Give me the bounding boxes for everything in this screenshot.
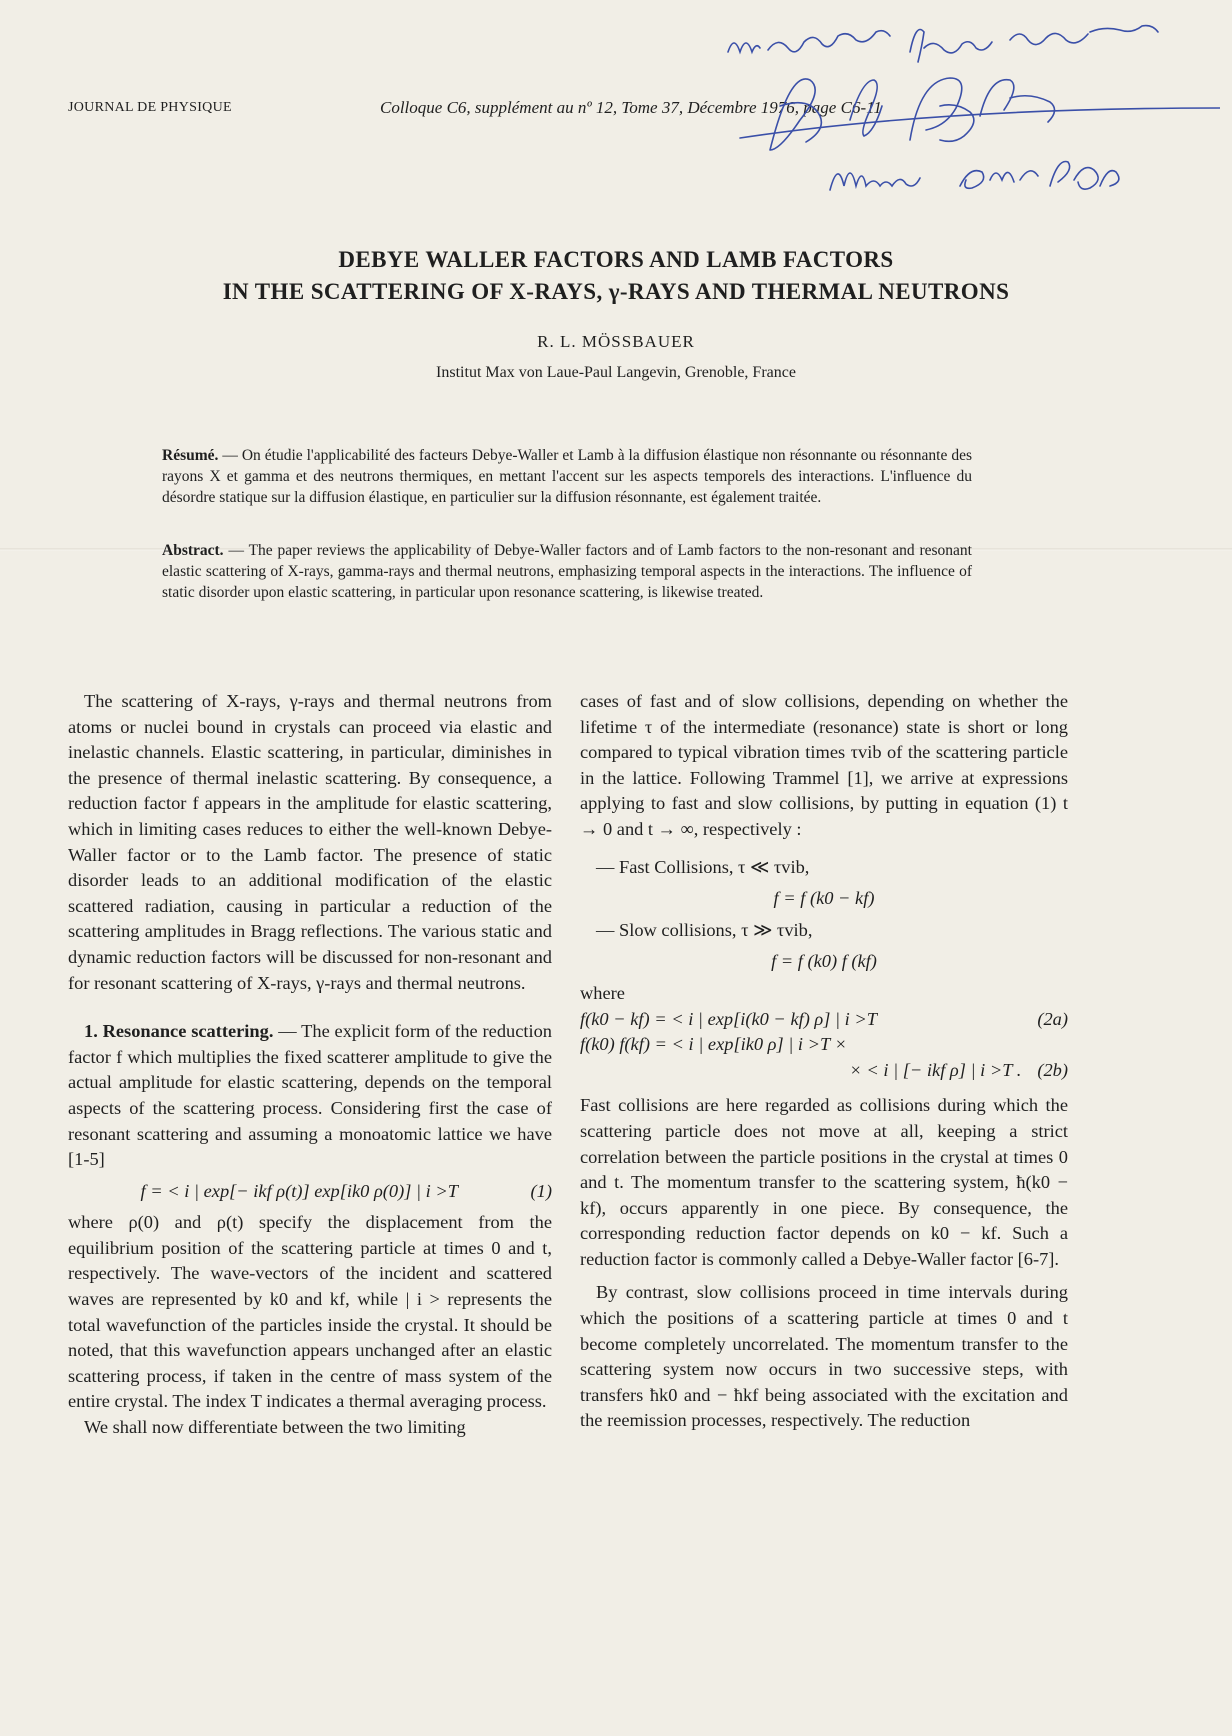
author-name: R. L. MÖSSBAUER bbox=[537, 332, 695, 351]
paper-title-line-1: DEBYE WALLER FACTORS AND LAMB FACTORS bbox=[338, 247, 894, 272]
equation-2b-body: × < i | [− ikf ρ] | i >T . bbox=[849, 1059, 1022, 1080]
equation-2b-line-1: f(k0) f(kf) = < i | exp[ik0 ρ] | i >T × bbox=[580, 1034, 847, 1055]
intro-paragraph: The scattering of X-rays, γ-rays and thermal neutrons from atoms or nuclei bound in crystals can proceed via elastic and inelastic channels. Elastic scattering, in particular, diminishes in the presence of thermal inelastic scattering. By consequence, a reduction factor f appears in the amplitude for elastic scattering, which in limiting cases reduces to either the well-known Debye-Waller factor or to the Lamb factor. The presence of static disorder leads to an additional modification of the elastic scattered radiation, causing in particular a reduction of the scattering amplitudes in Bragg reflections. The various static and dynamic reduction factors will be discussed for non-resonant and for resonant scattering of X-rays, γ-rays and thermal neutrons. bbox=[68, 691, 552, 993]
after-equation-1-paragraph: where ρ(0) and ρ(t) specify the displacement from the equilibrium position of the scattering particle at times 0 and t, respectively. The wave-vectors of the incident and scattered waves are represented by k0 and kf, while | i > represents the total wavefunction of the particles inside the crystal. It should be noted, that this wavefunction appears unchanged after an elastic scattering process, if taken in the centre of mass system of the entire crystal. The index T indicates a thermal averaging process. bbox=[68, 1212, 552, 1412]
section-1-text: — The explicit form of the reduction factor f which multiplies the fixed scatterer amplitude to give the actual amplitude for elastic scattering, depends on the temporal aspects of the scattering process. Considering first the case of resonant scattering and assuming a monoatomic lattice we have [1-5] bbox=[68, 1021, 552, 1170]
section-1-paragraph bbox=[68, 1019, 552, 1173]
slow-collisions-equation: f = f (k0) f (kf) bbox=[771, 951, 877, 972]
equation-2a bbox=[580, 1007, 1068, 1033]
right-column bbox=[580, 689, 1068, 1434]
fast-collisions-equation: f = f (k0 − kf) bbox=[773, 888, 875, 909]
equation-1-number: (1) bbox=[530, 1180, 552, 1201]
equation-1-body: f = < i | exp[− ikf ρ(t)] exp[ik0 ρ(0)] | i >T bbox=[140, 1180, 458, 1201]
abstract-label: Abstract. bbox=[162, 542, 224, 559]
resume-label: Résumé. bbox=[162, 447, 219, 464]
colloque-reference: Colloque C6, supplément au nº 12, Tome 37, Décembre 1976, page C6-11 bbox=[380, 98, 882, 117]
equation-2a-body: f(k0 − kf) = < i | exp[i(k0 − kf) ρ] | i >T bbox=[580, 1008, 878, 1029]
equation-2b-number: (2b) bbox=[1037, 1059, 1068, 1080]
signature-graphic bbox=[710, 10, 1220, 210]
handwritten-dedication bbox=[710, 10, 1220, 210]
equation-2b-line-2 bbox=[580, 1058, 1068, 1084]
resume-text: — On étudie l'applicabilité des facteurs Debye-Waller et Lamb à la diffusion élastique non résonnante ou résonnante des rayons X et gamma et des neutrons thermiques, en mettant l'accent sur les aspects temporels des interactions. L'influence du désordre statique sur la diffusion élastique, en particulier sur la diffusion résonnante, est également traitée. bbox=[162, 447, 972, 506]
paper-title-line-2: IN THE SCATTERING OF X-RAYS, γ-RAYS AND THERMAL NEUTRONS bbox=[222, 279, 1010, 304]
limiting-cases-paragraph: cases of fast and of slow collisions, depending on whether the lifetime τ of the intermediate (resonance) state is short or long compared to typical vibration times τvib of the scattering particle in the lattice. Following Trammel [1], we arrive at expressions applying to fast and slow collisions, by putting in equation (1) t → 0 and t → ∞, respectively : bbox=[580, 691, 1068, 839]
closing-paragraph: We shall now differentiate between the two limiting bbox=[84, 1417, 466, 1438]
fast-collisions-label: — Fast Collisions, τ ≪ τvib, bbox=[596, 856, 810, 877]
abstract-block bbox=[162, 540, 972, 603]
author-affiliation: Institut Max von Laue-Paul Langevin, Grenoble, France bbox=[436, 364, 796, 381]
slow-collisions-paragraph: By contrast, slow collisions proceed in time intervals during which the positions of a scattering particle at times 0 and t become completely uncorrelated. The momentum transfer to the scattering system now occurs in two successive steps, with transfers ħk0 and − ħkf being associated with the excitation and the reemission processes, respectively. The reduction bbox=[580, 1282, 1068, 1431]
left-column bbox=[68, 689, 552, 1441]
fast-collisions-paragraph: Fast collisions are here regarded as collisions during which the scattering particle does not move at all, keeping a strict correlation between the particle positions in the crystal at times 0 and t. The momentum transfer to the scattering system, ħ(k0 − kf), occurs apparently in one piece. By consequence, the corresponding reduction factor depends on k0 − kf. Such a reduction factor is commonly called a Debye-Waller factor [6-7]. bbox=[580, 1095, 1068, 1269]
journal-name: JOURNAL DE PHYSIQUE bbox=[68, 100, 232, 115]
slow-collisions-label: — Slow collisions, τ ≫ τvib, bbox=[596, 919, 813, 940]
abstract-text: — The paper reviews the applicability of Debye-Waller factors and of Lamb factors to the non-resonant and resonant elastic scattering of X-rays, gamma-rays and thermal neutrons, emphasizing temporal aspects in the interactions. The influence of static disorder upon elastic scattering, in particular upon resonance scattering, is likewise treated. bbox=[162, 542, 972, 601]
equation-1 bbox=[68, 1179, 552, 1205]
where-label: where bbox=[580, 982, 625, 1003]
resume-block bbox=[162, 445, 972, 508]
equation-2a-number: (2a) bbox=[1037, 1008, 1068, 1029]
section-heading: 1. Resonance scattering. bbox=[84, 1021, 274, 1042]
